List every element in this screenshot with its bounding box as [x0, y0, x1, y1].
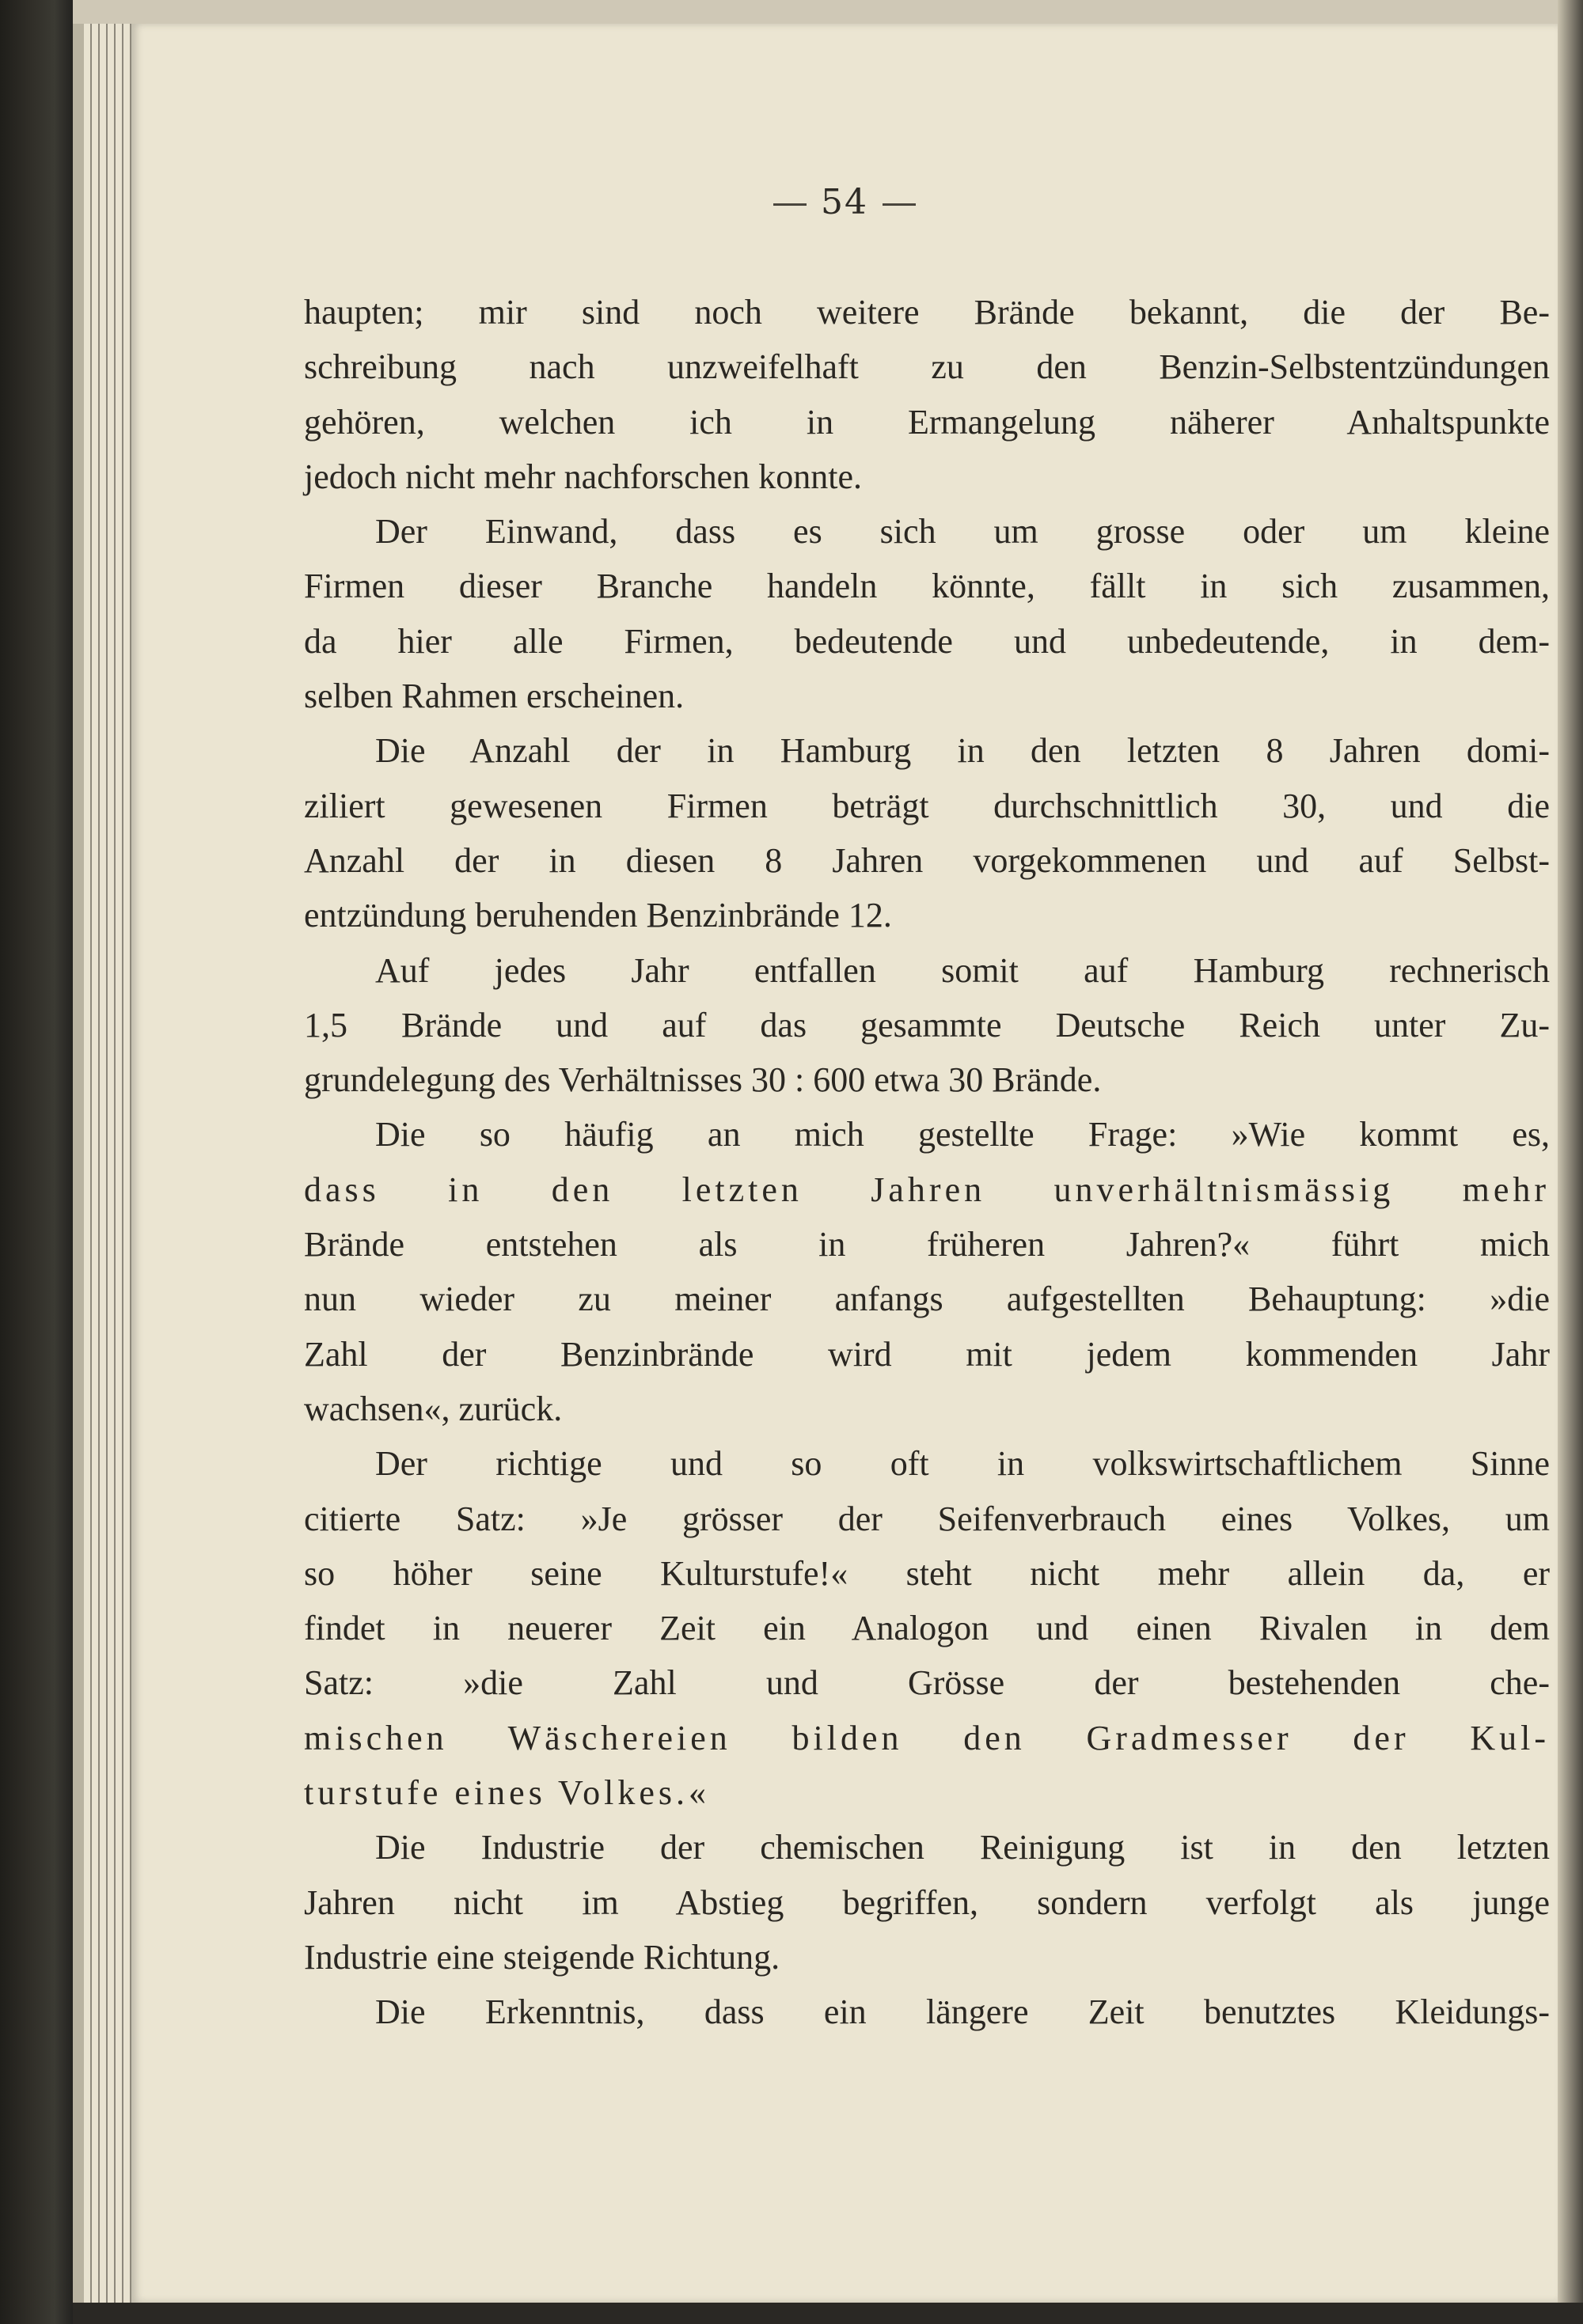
book-page: [131, 24, 1558, 2303]
text-line: grundelegung des Verhältnisses 30 : 600 etwa 30 Brände.: [304, 1060, 1102, 1100]
body-text: [304, 285, 1550, 2040]
text-line: Die Erkenntnis, dass ein längere Zeit benutztes Kleidungs-: [375, 1992, 1550, 2032]
text-line: ziliert gewesenen Firmen beträgt durchschnittlich 30, und die: [304, 786, 1550, 825]
text-line: Satz: »die Zahl und Grösse der bestehenden che-: [304, 1663, 1550, 1703]
text-line: Die Industrie der chemischen Reinigung ist in den letzten: [375, 1828, 1550, 1867]
text-line: nun wieder zu meiner anfangs aufgestellten Behauptung: »die: [304, 1280, 1550, 1319]
text-line: wachsen«, zurück.: [304, 1389, 563, 1428]
page-edges: [84, 24, 131, 2303]
text-line: Der richtige und so oft in volkswirtschaftlichem Sinne: [375, 1444, 1550, 1484]
text-line: so höher seine Kulturstufe!« steht nicht mehr allein da, er: [304, 1553, 1550, 1593]
paragraph-2: [304, 504, 1550, 723]
text-line: turstufe eines Volkes.«: [304, 1773, 710, 1813]
text-line: Auf jedes Jahr entfallen somit auf Hamburg rechnerisch: [375, 950, 1550, 990]
right-edge: [1558, 0, 1583, 2324]
text-line: Die so häufig an mich gestellte Frage: »Wie kommt es,: [375, 1115, 1550, 1154]
paragraph-3: [304, 723, 1550, 942]
text-line: haupten; mir sind noch weitere Brände bekannt, die der Be-: [304, 293, 1550, 332]
text-line: gehören, welchen ich in Ermangelung näherer Anhaltspunkte: [304, 402, 1550, 442]
text-line: Industrie eine steigende Richtung.: [304, 1937, 780, 1977]
spine-rim: [73, 0, 84, 2324]
text-line: 1,5 Brände und auf das gesammte Deutsche Reich unter Zu-: [304, 1005, 1550, 1044]
paragraph-1: [304, 285, 1550, 504]
text-line: schreibung nach unzweifelhaft zu den Benzin-Selbstentzündungen: [304, 347, 1550, 387]
page-number-header: [131, 182, 1558, 222]
text-line: Die Anzahl der in Hamburg in den letzten 8 Jahren domi-: [375, 731, 1550, 771]
text-line: entzündung beruhenden Benzinbrände 12.: [304, 896, 892, 935]
text-line: Anzahl der in diesen 8 Jahren vorgekommenen und auf Selbst-: [304, 840, 1550, 880]
dash-right: [883, 203, 916, 206]
paragraph-6: [304, 1436, 1550, 1820]
text-line: da hier alle Firmen, bedeutende und unbedeutende, in dem-: [304, 621, 1550, 661]
book-spine: [0, 0, 73, 2324]
text-line: citierte Satz: »Je grösser der Seifenverbrauch eines Volkes, um: [304, 1499, 1550, 1538]
paragraph-4: [304, 943, 1550, 1108]
paragraph-8: [304, 1985, 1550, 2039]
text-line: Jahren nicht im Abstieg begriffen, sondern verfolgt als junge: [304, 1882, 1550, 1922]
text-line: findet in neuerer Zeit ein Analogon und einen Rivalen in dem: [304, 1609, 1550, 1648]
page-number: 54: [821, 182, 868, 222]
text-line: jedoch nicht mehr nachforschen konnte.: [304, 457, 862, 496]
text-line: mischen Wäschereien bilden den Gradmesser der Kul-: [304, 1718, 1550, 1757]
text-line: selben Rahmen erscheinen.: [304, 677, 685, 716]
paragraph-5: [304, 1107, 1550, 1436]
top-edge: [73, 0, 1583, 24]
text-line: Firmen dieser Branche handeln könnte, fällt in sich zusammen,: [304, 567, 1550, 606]
dash-left: [773, 203, 807, 206]
paragraph-7: [304, 1820, 1550, 1985]
text-line: dass in den letzten Jahren unverhältnismässig mehr: [304, 1170, 1550, 1209]
bottom-edge: [73, 2303, 1583, 2324]
text-line: Brände entstehen als in früheren Jahren?« führt mich: [304, 1225, 1550, 1264]
text-line: Der Einwand, dass es sich um grosse oder um kleine: [375, 512, 1550, 552]
text-line: Zahl der Benzinbrände wird mit jedem kommenden Jahr: [304, 1334, 1550, 1374]
